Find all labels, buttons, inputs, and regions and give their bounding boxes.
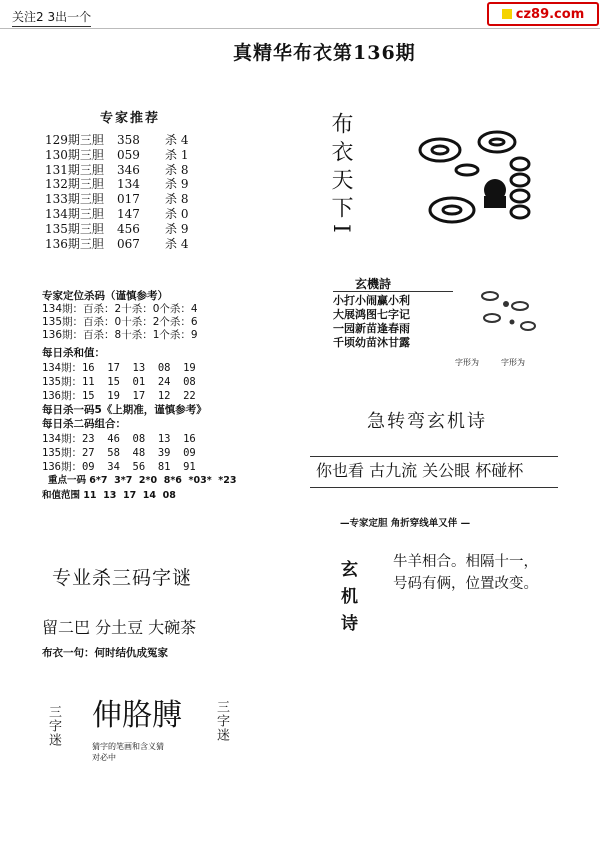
position-kill-row: 134期：百杀：2十杀：0个杀：4 bbox=[42, 303, 198, 315]
zixing-label: 字形为 bbox=[501, 358, 525, 367]
two-code-row: 134期：23 46 08 13 16 bbox=[42, 433, 196, 445]
expert-row-kill: 杀 4 bbox=[165, 236, 189, 251]
sum-kill-row: 135期：11 15 01 24 08 bbox=[42, 376, 196, 388]
position-kill-heading: 专家定位杀码（谨慎参考） bbox=[42, 290, 168, 302]
riddle-hint-line: 对必中 bbox=[92, 753, 116, 762]
xuanji-line: 大展鸿图七字记 bbox=[333, 308, 410, 321]
riddle-poem-title: 急转弯玄机诗 bbox=[367, 411, 487, 432]
riddle-right-label: 三字迷 bbox=[214, 700, 229, 742]
expert-row-period: 129期三胆 bbox=[45, 133, 104, 147]
expert-row-period: 136期三胆 bbox=[45, 236, 104, 251]
handwritten-clues: 你也看 古九流 关公眼 杯碰杯 bbox=[316, 461, 524, 480]
xuanji-poem-line: 牛羊相合。相隔十一， bbox=[393, 554, 538, 570]
two-code-row: 136期：09 34 56 81 91 bbox=[42, 461, 196, 473]
expert-row-kill: 杀 9 bbox=[165, 177, 189, 192]
expert-row-period: 131期三胆 bbox=[45, 162, 104, 177]
expert-row-digits: 134 bbox=[117, 177, 140, 192]
position-kill-row: 136期：百杀：8十杀：1个杀：9 bbox=[42, 329, 198, 341]
zixing-label: 字形为 bbox=[455, 358, 479, 367]
handwritten-underline bbox=[310, 487, 558, 488]
expert-row-kill: 杀 8 bbox=[165, 192, 189, 207]
riddle-title: 专业杀三码字谜 bbox=[52, 567, 193, 589]
sum-kill-row: 134期：16 17 13 08 19 bbox=[42, 362, 196, 374]
expert-row bbox=[45, 222, 188, 236]
sum-kill-heading: 每日杀和值： bbox=[42, 347, 105, 359]
expert-row bbox=[45, 192, 188, 206]
expert-row-kill: 杀 8 bbox=[165, 162, 189, 177]
expert-row-period: 132期三胆 bbox=[45, 177, 104, 192]
expert-row bbox=[45, 148, 188, 162]
expert-row-kill: 杀 4 bbox=[165, 133, 189, 147]
expert-heading: 专家推荐 bbox=[100, 111, 161, 126]
top-divider bbox=[0, 28, 600, 29]
xuanji-line: 小打小闹赢小利 bbox=[333, 294, 410, 307]
xuanji-title: 玄機詩 bbox=[355, 277, 392, 291]
expert-row-period: 135期三胆 bbox=[45, 221, 104, 236]
expert-row-kill: 杀 0 bbox=[165, 207, 189, 221]
xuanji-poem-vertical: 玄机诗 bbox=[337, 560, 357, 641]
position-kill-row: 135期：百杀：0十杀：2个杀：6 bbox=[42, 316, 198, 328]
key-code-line: 重点一码 6*7 3*7 2*0 8*6 *03* *23 bbox=[48, 475, 237, 486]
riddle-glyphs: 伸胳膊 bbox=[92, 698, 182, 733]
expert-row-kill: 杀 1 bbox=[165, 147, 189, 162]
riddle-left-label: 三字迷 bbox=[46, 705, 61, 747]
one-code-line: 每日杀一码5《上期准，谨慎参考》 bbox=[42, 404, 207, 416]
xuanji-poem-line: 号码有俩，位置改变。 bbox=[393, 576, 538, 592]
site-badge[interactable] bbox=[487, 2, 599, 26]
expert-row-digits: 456 bbox=[117, 221, 140, 236]
riddle-words: 留二巴 分土豆 大碗茶 bbox=[42, 618, 197, 637]
expert-row bbox=[45, 177, 188, 191]
expert-row bbox=[45, 133, 188, 147]
riddle-line: 布衣一句：何时结仇成冤家 bbox=[42, 647, 168, 659]
xuanji-line: 千顷幼苗沐甘露 bbox=[333, 336, 410, 349]
expert-row-period: 133期三胆 bbox=[45, 192, 104, 207]
page-title: 真精华布衣第136期 bbox=[233, 42, 416, 64]
xuanji-rule bbox=[333, 291, 453, 292]
expert-row-digits: 067 bbox=[117, 236, 140, 251]
two-code-heading: 每日杀二码组合： bbox=[42, 418, 126, 430]
expert-row bbox=[45, 237, 188, 251]
expert-row-digits: 147 bbox=[117, 207, 140, 221]
badge-square-icon bbox=[502, 9, 512, 19]
buyi-vertical-title: 布衣天下I bbox=[328, 112, 353, 239]
expert-row-digits: 059 bbox=[117, 147, 140, 162]
sum-kill-row: 136期：15 19 17 12 22 bbox=[42, 390, 196, 402]
site-badge-label: cz89.com bbox=[515, 6, 585, 22]
expert-row-kill: 杀 9 bbox=[165, 221, 189, 236]
expert-row-period: 130期三胆 bbox=[45, 147, 104, 162]
expert-row-digits: 017 bbox=[117, 192, 140, 207]
two-code-row: 135期：27 58 48 39 09 bbox=[42, 447, 196, 459]
expert-row-period: 134期三胆 bbox=[45, 207, 104, 221]
coin-illustration bbox=[412, 130, 542, 230]
expert-row-digits: 346 bbox=[117, 162, 140, 177]
top-note: 关注2 3出一个 bbox=[12, 8, 91, 27]
xuanji-line: 一园新苗逢春雨 bbox=[333, 322, 410, 335]
coin-doodle bbox=[470, 284, 545, 344]
sum-span-line: 和值范围 11 13 17 14 08 bbox=[42, 490, 176, 501]
riddle-hint bbox=[92, 741, 164, 763]
expert-row-digits: 358 bbox=[117, 133, 140, 147]
expert-row bbox=[45, 207, 188, 221]
handwritten-top-rule bbox=[310, 456, 558, 457]
riddle-hint-line: 猜字的笔画和含义猜 bbox=[92, 742, 164, 751]
expert-row bbox=[45, 163, 188, 177]
expert-rule-line: —专家定胆 角折穿线单又伴 — bbox=[340, 518, 471, 529]
